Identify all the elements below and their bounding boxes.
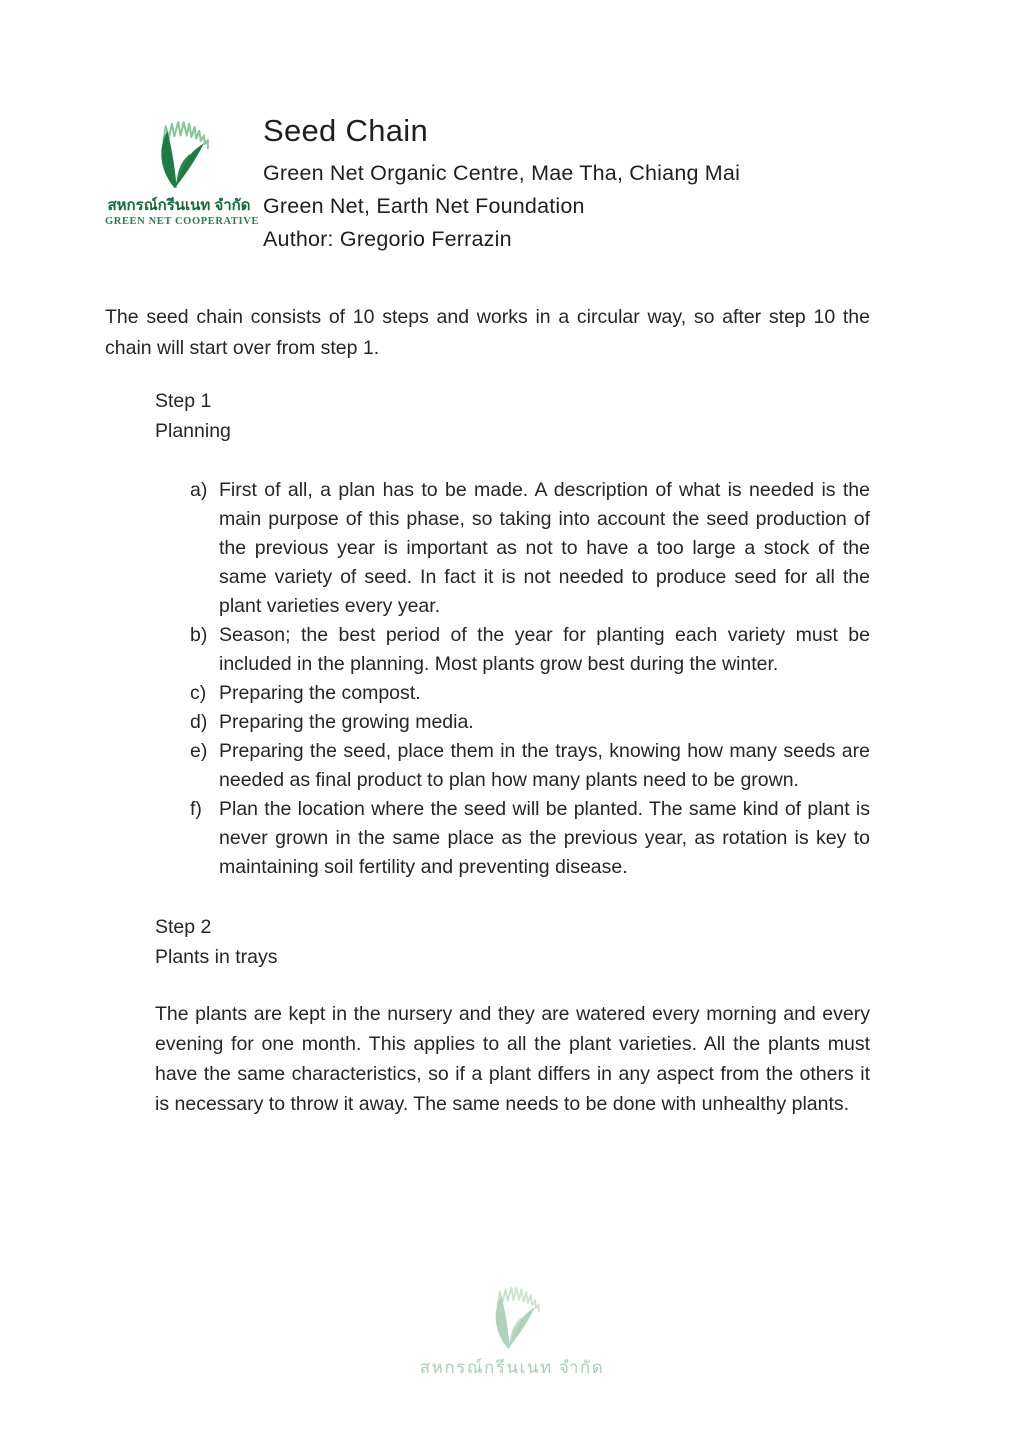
list-item-a — [190, 476, 870, 621]
step-1-label: Step 1 — [155, 390, 212, 412]
footer-thai-name: สหกรณ์กรีนเนท จำกัด — [419, 1358, 605, 1377]
list-item-b-marker: b) — [190, 624, 208, 646]
list-item-f — [190, 795, 870, 882]
document-header — [105, 112, 870, 256]
step-2-paragraph: The plants are kept in the nursery and they are watered every morning and every evening for one month. This applies to all the plant varieties. All the plants must have the same characteristics, so if a plant differs in any aspect from the others it is necessary to throw it away. The same needs to be done with unhealthy plants. — [155, 1003, 870, 1115]
step-1-heading — [155, 386, 870, 446]
list-item-f-text: Plan the location where the seed will be planted. The same kind of plant is never grown in the same place as the previous year, as rotation is key to maintaining soil fertility and preventing disease. — [219, 798, 870, 878]
intro-paragraph: The seed chain consists of 10 steps and works in a circular way, so after step 10 the chain will start over from step 1. — [105, 306, 870, 359]
list-item-d-text: Preparing the growing media. — [219, 711, 474, 733]
list-item-b — [190, 621, 870, 679]
list-item-e-text: Preparing the seed, place them in the trays, knowing how many seeds are needed as final product to plan how many plants need to be grown. — [219, 740, 870, 791]
list-item-b-text: Season; the best period of the year for planting each variety must be included in the planning. Most plants grow best during the winter. — [219, 624, 870, 675]
step-2-heading — [155, 912, 870, 972]
header-title-block — [263, 112, 740, 256]
step-2-label: Step 2 — [155, 916, 212, 938]
header-foundation-line: Green Net, Earth Net Foundation — [263, 194, 585, 218]
list-item-d-marker: d) — [190, 711, 208, 733]
logo-english-name: GREEN NET COOPERATIVE — [105, 216, 259, 227]
greennet-logo — [105, 112, 259, 228]
list-item-e-marker: e) — [190, 740, 208, 762]
list-item-c — [190, 679, 870, 708]
greennet-plant-icon — [139, 116, 219, 194]
list-item-c-marker: c) — [190, 682, 207, 704]
step-1-item-list — [105, 476, 870, 882]
greennet-watermark-icon — [475, 1282, 549, 1354]
header-organization-line: Green Net Organic Centre, Mae Tha, Chiang Mai — [263, 161, 741, 185]
footer-watermark — [0, 1282, 1024, 1378]
list-item-f-marker: f) — [190, 798, 202, 820]
page-title: Seed Chain — [263, 113, 429, 148]
list-item-d — [190, 708, 870, 737]
list-item-e — [190, 737, 870, 795]
header-author-line: Author: Gregorio Ferrazin — [263, 227, 512, 251]
logo-thai-name: สหกรณ์กรีนเนท จำกัด — [107, 197, 251, 214]
step-2-title: Plants in trays — [155, 946, 278, 968]
step-1-title: Planning — [155, 420, 231, 442]
list-item-a-text: First of all, a plan has to be made. A description of what is needed is the main purpose of this phase, so taking into account the seed production of the previous year is important as not to have a too large a stock of the same variety of seed. In fact it is not needed to produce seed for all the plant varieties every year. — [219, 479, 870, 617]
list-item-a-marker: a) — [190, 479, 208, 501]
list-item-c-text: Preparing the compost. — [219, 682, 421, 704]
